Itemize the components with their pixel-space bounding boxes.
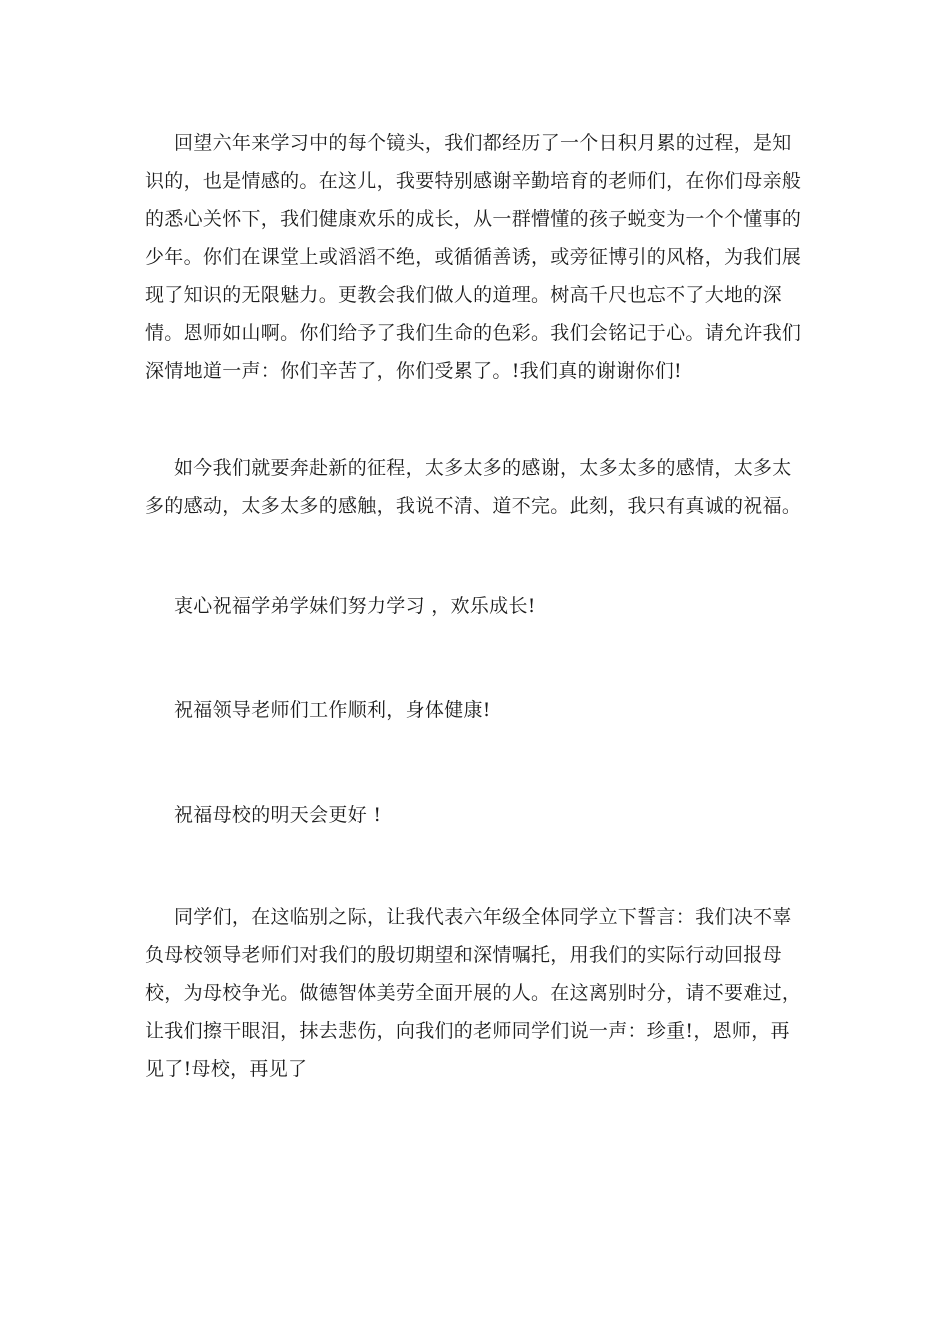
paragraph-wish-teachers: 祝福领导老师们工作顺利，身体健康! bbox=[174, 699, 491, 721]
paragraph-farewell-vow: 同学们，在这临别之际，让我代表六年级全体同学立下誓言：我们决不辜负母校领导老师们对我们的殷切期望和深情嘱托，用我们的实际行动回报母校，为母校争光。做德智体美劳全面开展的人。在这离别时分，请不要难过，让我们擦干眼泪，抹去悲伤，向我们的老师同学们说一声：珍重!，恩师，再见了!母校，再见了 bbox=[145, 906, 802, 1080]
paragraph-new-journey: 如今我们就要奔赴新的征程，太多太多的感谢，太多太多的感情，太多太多的感动，太多太多的感触，我说不清、道不完。此刻，我只有真诚的祝福。 bbox=[145, 457, 802, 517]
paragraph-gratitude-to-teachers: 回望六年来学习中的每个镜头，我们都经历了一个日积月累的过程，是知识的，也是情感的。在这儿，我要特别感谢辛勤培育的老师们，在你们母亲般的悉心关怀下，我们健康欢乐的成长，从一群懵懂的孩子蜕变为一个个懂事的少年。你们在课堂上或滔滔不绝，或循循善诱，或旁征博引的风格，为我们展现了知识的无限魅力。更教会我们做人的道理。树高千尺也忘不了大地的深情。恩师如山啊。你们给予了我们生命的色彩。我们会铭记于心。请允许我们深情地道一声：你们辛苦了，你们受累了。!我们真的谢谢你们! bbox=[145, 132, 802, 382]
paragraph-wish-juniors: 衷心祝福学弟学妹们努力学习 ，欢乐成长! bbox=[174, 595, 536, 617]
paragraph-wish-school: 祝福母校的明天会更好 ! bbox=[174, 804, 382, 826]
